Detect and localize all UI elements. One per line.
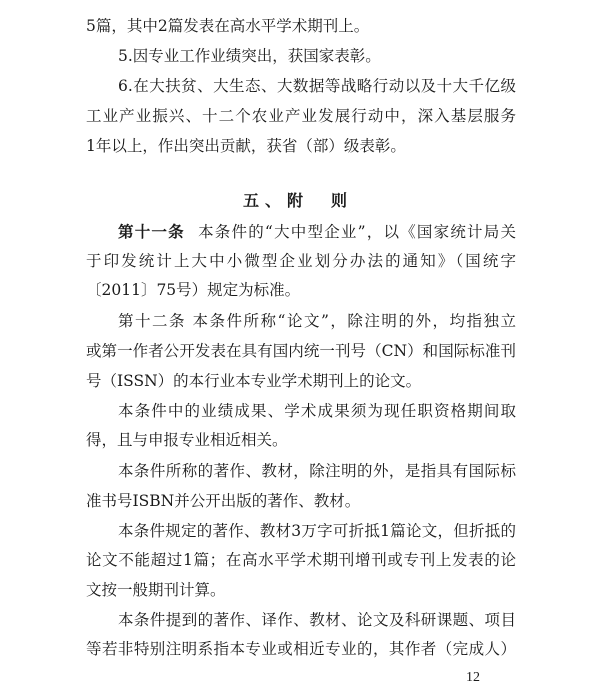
list-item-6-line-2: 工业产业振兴、十二个农业产业发展行动中，深入基层服务 — [86, 107, 516, 125]
article-12-line-2: 或第一作者公开发表在具有国内统一刊号（CN）和国际标准刊 — [86, 342, 516, 360]
works-line-1: 本条件所称的著作、教材，除注明的外，是指具有国际标 — [118, 462, 516, 480]
works-line-2: 准书号ISBN并公开出版的著作、教材。 — [86, 492, 361, 510]
conversion-line-3: 文按一般期刊计算。 — [86, 581, 226, 599]
achievements-line-2: 得，且与申报专业相近相关。 — [86, 431, 288, 449]
authors-line-1: 本条件提到的著作、译作、教材、论文及科研课题、项目 — [118, 611, 516, 629]
article-11-text: 本条件的“大中型企业”，以《国家统计局关 — [196, 223, 516, 241]
section-heading: 五、附 则 — [242, 191, 353, 210]
article-11-label: 第十一条 — [118, 223, 185, 241]
list-item-6-line-1: 6.在大扶贫、大生态、大数据等战略行动以及十大千亿级 — [118, 77, 516, 95]
text-line: 5篇，其中2篇发表在高水平学术期刊上。 — [86, 17, 370, 35]
list-item-5: 5.因专业工作业绩突出，获国家表彰。 — [118, 47, 381, 65]
list-item-6-line-3: 1年以上，作出突出贡献，获省（部）级表彰。 — [86, 137, 406, 155]
article-11-line-3: 〔2011〕75号）规定为标准。 — [86, 281, 301, 299]
achievements-line-1: 本条件中的业绩成果、学术成果须为现任职资格期间取 — [118, 402, 516, 420]
page-number: 12 — [466, 670, 480, 685]
conversion-line-1: 本条件规定的著作、教材3万字可折抵1篇论文，但折抵的 — [118, 522, 516, 540]
conversion-line-2: 论文不能超过1篇；在高水平学术期刊增刊或专刊上发表的论 — [86, 551, 516, 569]
article-12-line-1: 第十二条 本条件所称“论文”，除注明的外，均指独立 — [118, 312, 516, 330]
article-11-line-2: 于印发统计上大中小微型企业划分办法的通知》（国统字 — [86, 252, 516, 270]
authors-line-2: 等若非特别注明系指本专业或相近专业的，其作者（完成人） — [86, 640, 516, 658]
article-11-line-1 — [118, 222, 516, 242]
article-12-line-3: 号（ISSN）的本行业本专业学术期刊上的论文。 — [86, 372, 422, 390]
